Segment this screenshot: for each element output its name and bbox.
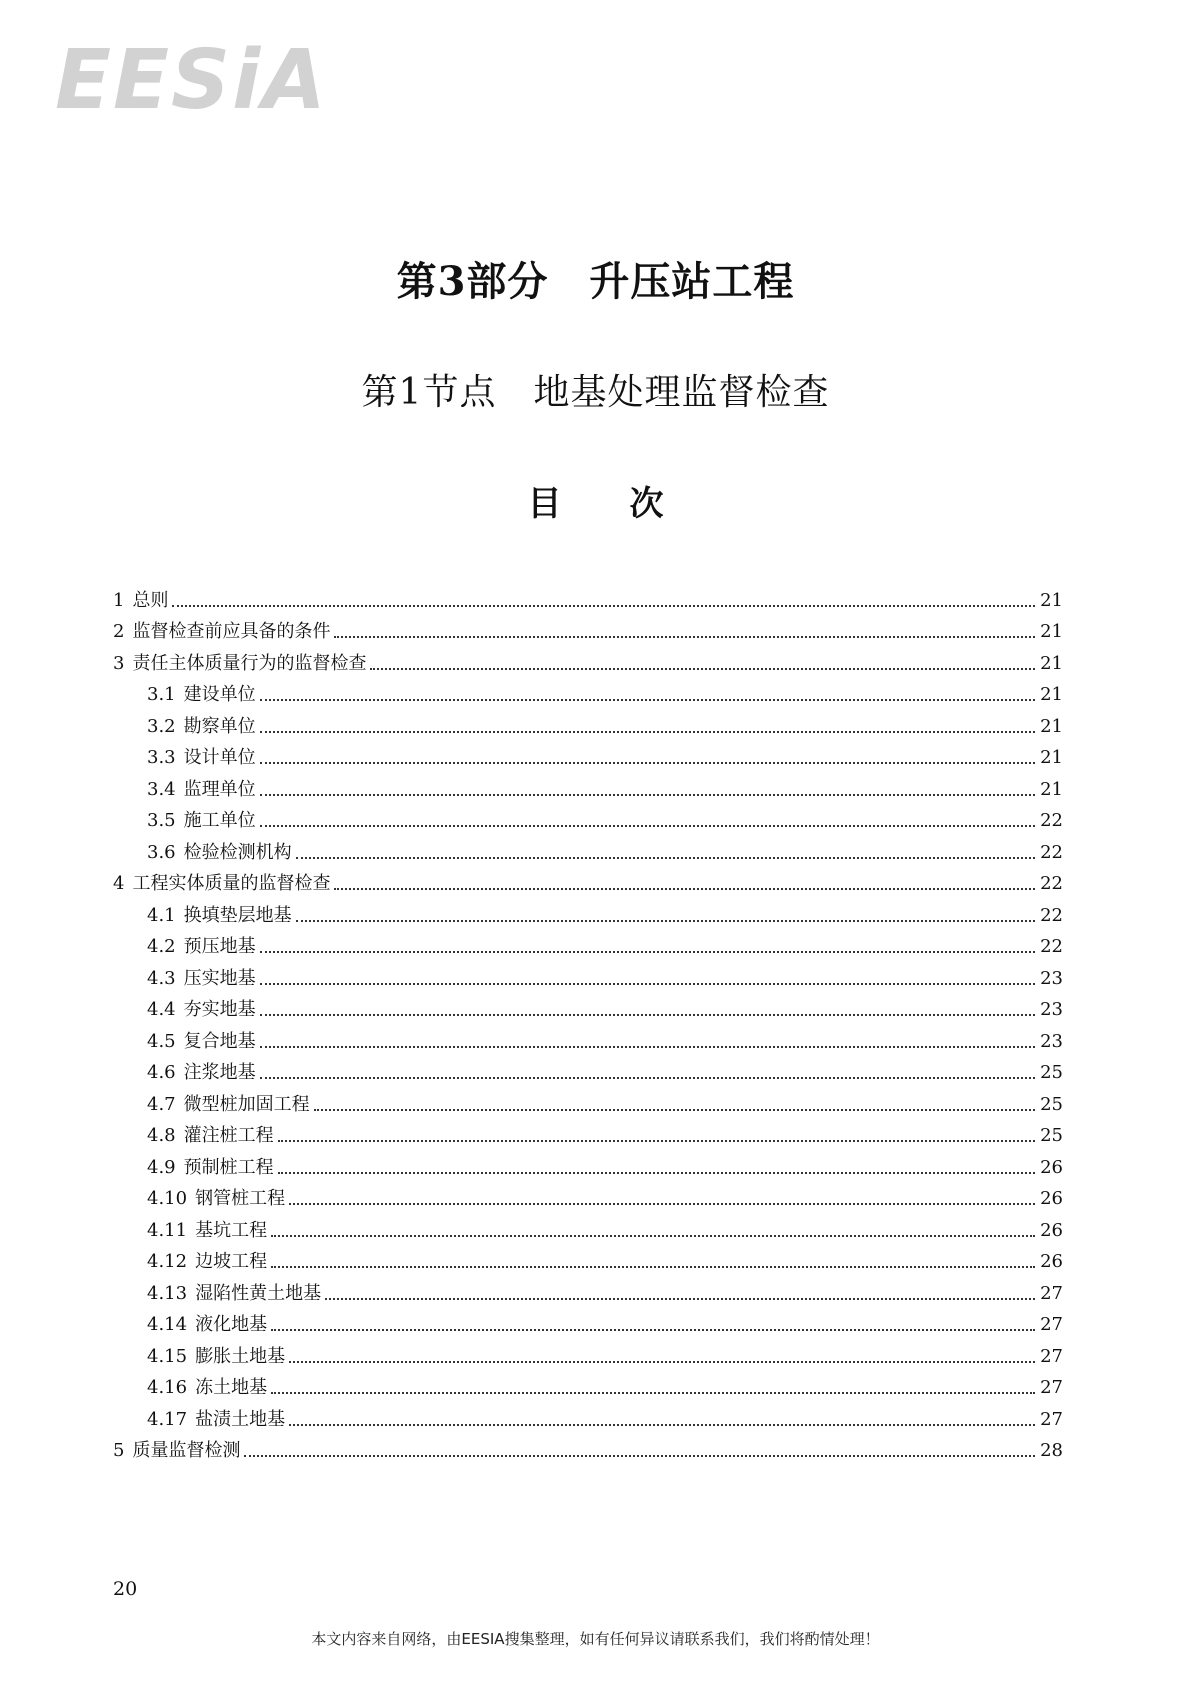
toc-entry-page: 26 [1040,1188,1063,1209]
toc-entry-title [147,842,292,864]
toc-entry-title [147,968,256,990]
toc-entry-number: 4.13 [147,1282,188,1304]
toc-dot-leader [289,1424,1035,1426]
toc-dot-leader [260,731,1035,733]
toc-entry-number: 4.2 [147,936,176,957]
toc-entry-number: 4.15 [147,1345,188,1367]
toc-entry[interactable] [113,612,1063,644]
toc-entry-number: 4.5 [147,1030,176,1052]
toc-entry-number: 3.4 [147,778,176,800]
toc-entry[interactable] [113,1273,1063,1305]
toc-entry-page: 22 [1040,904,1063,926]
toc-entry-label: 复合地基 [183,1030,256,1052]
toc-entry-page: 23 [1040,1030,1063,1052]
toc-entry-title [147,1251,267,1273]
toc-entry[interactable] [113,1147,1063,1179]
toc-entry-page: 21 [1040,684,1063,705]
toc-entry[interactable] [113,1053,1063,1085]
toc-entry-number: 4.14 [147,1314,188,1335]
toc-entry[interactable] [113,1336,1063,1368]
toc-entry-label: 施工单位 [183,810,256,831]
toc-entry-title [147,1188,285,1210]
toc-entry-number: 4.6 [147,1062,176,1083]
toc-entry[interactable] [113,706,1063,738]
toc-entry-number: 4 [113,873,125,894]
toc-dot-leader [244,1455,1035,1457]
toc-entry-label: 微型桩加固工程 [183,1093,310,1115]
toc-entry-title [113,590,168,612]
toc-entry-number: 3.5 [147,810,176,831]
toc-entry-label: 压实地基 [183,967,256,989]
toc-dot-leader [260,794,1035,796]
toc-entry-number: 3.6 [147,841,176,863]
toc-dot-leader [260,699,1035,701]
toc-entry[interactable] [113,1399,1063,1431]
toc-entry-number: 4.3 [147,967,176,989]
toc-entry-page: 22 [1040,810,1063,831]
toc-entry[interactable] [113,1116,1063,1148]
toc-dot-leader [296,920,1035,922]
toc-dot-leader [334,636,1035,638]
toc-entry-title [147,1157,274,1179]
toc-entry-number: 3 [113,652,125,674]
toc-entry-number: 1 [113,589,125,611]
toc-entry-title [113,621,330,643]
toc-entry-title [147,905,292,927]
toc-entry-label: 灌注桩工程 [183,1125,274,1146]
toc-entry[interactable] [113,643,1063,675]
toc-entry[interactable] [113,958,1063,990]
toc-entry-title [147,716,256,738]
toc-entry[interactable] [113,895,1063,927]
toc-entry[interactable] [113,738,1063,770]
toc-entry[interactable] [113,1431,1063,1463]
toc-entry-page: 27 [1040,1282,1063,1304]
toc-entry-title [147,936,256,958]
toc-dot-leader [260,1077,1035,1079]
toc-entry-title [147,1062,256,1084]
toc-entry-label: 夯实地基 [183,999,256,1020]
toc-dot-leader [334,888,1035,890]
toc-entry-label: 监理单位 [183,778,256,800]
toc-entry-number: 4.9 [147,1156,176,1178]
toc-entry-title [147,1409,285,1431]
toc-entry-page: 22 [1040,873,1063,894]
toc-entry[interactable] [113,769,1063,801]
toc-entry-label: 盐渍土地基 [195,1408,286,1430]
toc-entry-title [147,779,256,801]
toc-dot-leader [278,1140,1035,1142]
toc-entry-title [147,1314,267,1336]
toc-entry-number: 3.3 [147,747,176,768]
toc-dot-leader [260,825,1035,827]
toc-entry-title [147,1220,267,1242]
toc-entry-page: 28 [1040,1440,1063,1461]
toc-entry-number: 4.4 [147,999,176,1020]
toc-heading: 目 次 [527,484,664,524]
toc-entry-page: 25 [1040,1093,1063,1115]
toc-entry-title [147,1377,267,1399]
toc-dot-leader [289,1361,1035,1363]
toc-entry[interactable] [113,1021,1063,1053]
section-title: 第1节点 地基处理监督检查 [361,372,830,413]
toc-entry-page: 23 [1040,967,1063,989]
footer-disclaimer: 本文内容来自网络，由EESIA搜集整理，如有任何异议请联系我们，我们将酌情处理！ [311,1630,880,1648]
page-number: 20 [113,1578,138,1600]
toc-dot-leader [260,762,1035,764]
toc-entry[interactable] [113,1242,1063,1274]
toc-entry-title [147,1094,310,1116]
toc-entry-label: 湿陷性黄土地基 [195,1282,322,1304]
toc-entry-number: 4.11 [147,1219,188,1241]
toc-entry-title [147,684,256,706]
toc-entry[interactable] [113,1368,1063,1400]
toc-entry-page: 27 [1040,1408,1063,1430]
toc-entry-label: 质量监督检测 [132,1440,241,1461]
toc-dot-leader [271,1235,1035,1237]
toc-dot-leader [260,1046,1035,1048]
toc-entry[interactable] [113,1179,1063,1211]
toc-dot-leader [296,857,1035,859]
toc-entry-number: 2 [113,621,125,642]
toc-entry-label: 总则 [132,589,169,611]
toc-entry-number: 4.17 [147,1408,188,1430]
toc-entry-page: 27 [1040,1314,1063,1335]
toc-entry-label: 建设单位 [183,684,256,705]
toc-entry-page: 26 [1040,1219,1063,1241]
toc-dot-leader [289,1203,1035,1205]
toc-entry-page: 26 [1040,1156,1063,1178]
toc-entry-title [147,1031,256,1053]
eesia-watermark-logo: EESiA [55,33,328,128]
toc-entry-label: 责任主体质量行为的监督检查 [132,652,367,674]
toc-entry-page: 27 [1040,1377,1063,1398]
toc-entry-page: 21 [1040,715,1063,737]
toc-entry[interactable] [113,832,1063,864]
toc-entry-number: 4.8 [147,1125,176,1146]
toc-entry-page: 21 [1040,747,1063,768]
toc-entry-page: 25 [1040,1125,1063,1146]
toc-entry-label: 液化地基 [195,1314,268,1335]
toc-entry-label: 勘察单位 [183,715,256,737]
toc-entry[interactable] [113,927,1063,959]
toc-entry-label: 冻土地基 [195,1377,268,1398]
toc-entry-label: 钢管桩工程 [195,1188,286,1209]
toc-entry-title [147,999,256,1021]
toc-dot-leader [271,1266,1035,1268]
toc-dot-leader [271,1392,1035,1394]
toc-entry[interactable] [113,864,1063,896]
toc-entry-number: 4.12 [147,1251,188,1272]
toc-dot-leader [271,1329,1035,1331]
toc-entry-label: 监督检查前应具备的条件 [132,621,331,642]
toc-dot-leader [325,1298,1035,1300]
toc-dot-leader [370,668,1035,670]
toc-entry-label: 膨胀土地基 [195,1345,286,1367]
toc-entry-title [113,653,366,675]
toc-entry-number: 4.1 [147,904,176,926]
toc-entry-page: 21 [1040,589,1063,611]
toc-entry[interactable] [113,1305,1063,1337]
toc-entry-title [147,810,256,832]
toc-entry[interactable] [113,675,1063,707]
toc-entry-label: 设计单位 [183,747,256,768]
toc-entry[interactable] [113,580,1063,612]
toc-entry-number: 3.2 [147,715,176,737]
toc-entry-label: 检验检测机构 [183,841,292,863]
toc-entry-number: 3.1 [147,684,176,705]
table-of-contents [113,580,1063,1462]
toc-entry-title [113,873,330,895]
toc-entry-title [147,1283,321,1305]
toc-entry-number: 4.7 [147,1093,176,1115]
toc-entry-label: 预制桩工程 [183,1156,274,1178]
toc-entry-title [147,1125,274,1147]
toc-entry-number: 4.16 [147,1377,188,1398]
toc-dot-leader [260,951,1035,953]
part-title: 第3部分 升压站工程 [396,258,795,305]
toc-entry-title [113,1440,240,1462]
toc-entry[interactable] [113,990,1063,1022]
toc-entry-label: 边坡工程 [195,1251,268,1272]
toc-entry-label: 基坑工程 [195,1219,268,1241]
toc-entry-label: 预压地基 [183,936,256,957]
toc-entry-page: 22 [1040,841,1063,863]
toc-entry-label: 工程实体质量的监督检查 [132,873,331,894]
toc-entry[interactable] [113,1210,1063,1242]
toc-dot-leader [260,1014,1035,1016]
toc-entry-title [147,747,256,769]
toc-entry-title [147,1346,285,1368]
toc-entry-number: 4.10 [147,1188,188,1209]
toc-entry[interactable] [113,1084,1063,1116]
toc-dot-leader [314,1109,1035,1111]
toc-entry-page: 25 [1040,1062,1063,1083]
toc-entry-page: 27 [1040,1345,1063,1367]
toc-dot-leader [278,1172,1035,1174]
toc-dot-leader [172,605,1035,607]
toc-entry-page: 26 [1040,1251,1063,1272]
toc-entry-page: 21 [1040,621,1063,642]
toc-entry-page: 21 [1040,778,1063,800]
toc-dot-leader [260,983,1035,985]
toc-entry-page: 21 [1040,652,1063,674]
toc-entry-label: 注浆地基 [183,1062,256,1083]
toc-entry[interactable] [113,801,1063,833]
toc-entry-page: 23 [1040,999,1063,1020]
toc-entry-number: 5 [113,1440,125,1461]
toc-entry-label: 换填垫层地基 [183,904,292,926]
toc-entry-page: 22 [1040,936,1063,957]
